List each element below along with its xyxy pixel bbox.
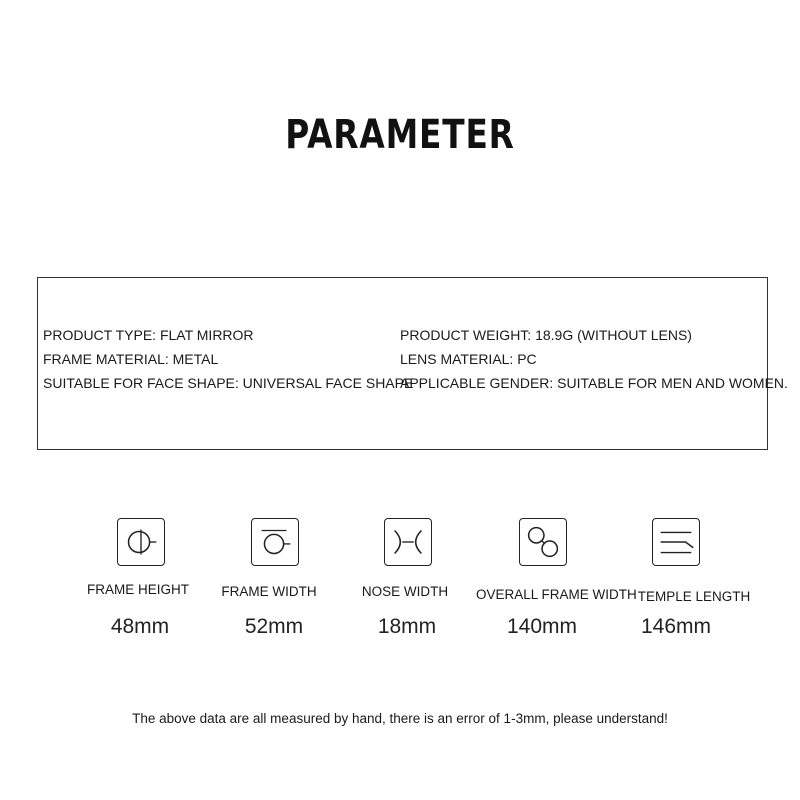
- spec-frame-material: FRAME MATERIAL: METAL: [43, 351, 219, 367]
- nose-width-icon: [384, 518, 432, 566]
- param-value-temple-length: 146mm: [640, 615, 712, 638]
- spec-gender: APPLICABLE GENDER: SUITABLE FOR MEN AND WOMEN.: [400, 375, 788, 391]
- measurement-footnote: The above data are all measured by hand, there is an error of 1-3mm, please understand!: [132, 711, 668, 726]
- spec-box: [37, 277, 788, 450]
- param-value-overall-frame-width: 140mm: [506, 615, 578, 638]
- param-value-frame-height: 48mm: [110, 615, 170, 638]
- spec-column-left: [43, 323, 413, 395]
- parameter-icons: [0, 516, 800, 666]
- param-label-temple-length: TEMPLE LENGTH: [637, 589, 751, 604]
- param-label-frame-width: FRAME WIDTH: [221, 584, 317, 599]
- spec-column-right: [400, 323, 788, 395]
- spec-lens-material: LENS MATERIAL: PC: [400, 351, 537, 367]
- page-title: PARAMETER: [285, 112, 515, 158]
- spec-product-type: PRODUCT TYPE: FLAT MIRROR: [43, 327, 254, 343]
- param-label-nose-width: NOSE WIDTH: [361, 584, 449, 599]
- overall-frame-width-icon: [519, 518, 567, 566]
- temple-length-icon: [652, 518, 700, 566]
- spec-product-weight: PRODUCT WEIGHT: 18.9G (WITHOUT LENS): [400, 327, 692, 343]
- param-value-nose-width: 18mm: [377, 615, 437, 638]
- param-label-frame-height: FRAME HEIGHT: [86, 582, 189, 597]
- spec-face-shape: SUITABLE FOR FACE SHAPE: UNIVERSAL FACE SHAPE: [43, 375, 414, 391]
- param-value-frame-width: 52mm: [244, 615, 304, 638]
- frame-width-icon: [251, 518, 299, 566]
- param-label-overall-frame-width: OVERALL FRAME WIDTH: [476, 587, 637, 602]
- frame-height-icon: [117, 518, 165, 566]
